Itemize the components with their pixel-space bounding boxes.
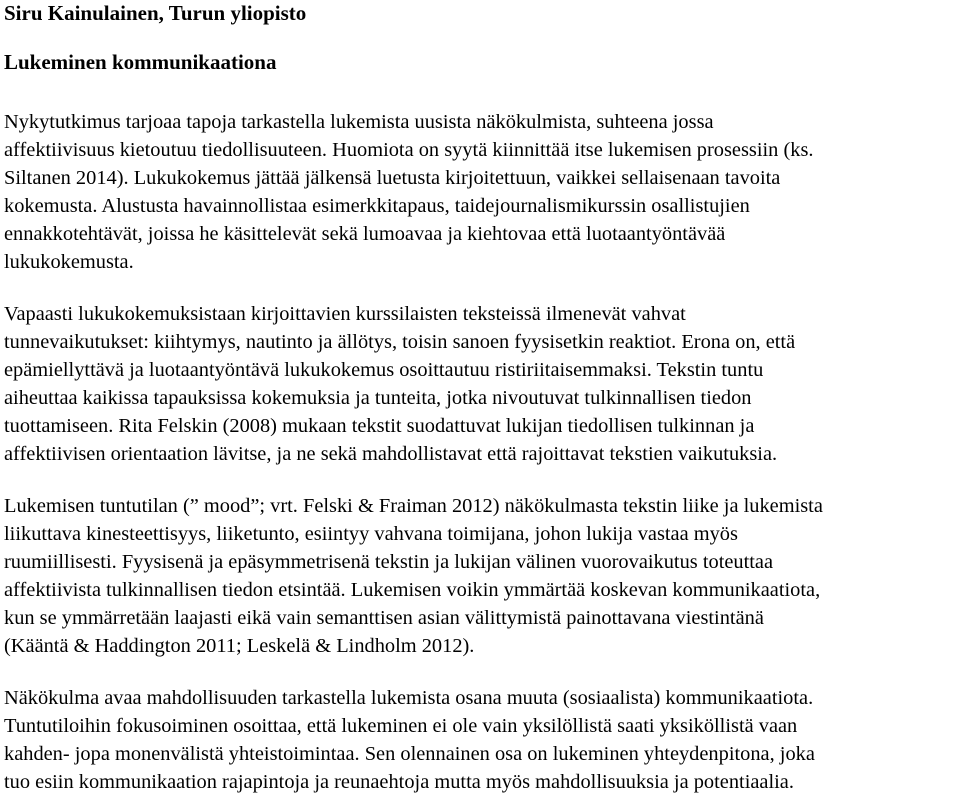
paragraph-2	[4, 300, 795, 468]
paragraph-line: affektiivisuus kietoutuu tiedollisuuteen. Huomiota on syytä kiinnittää itse lukemisen prosessiin (ks.	[4, 139, 814, 161]
document-title: Lukeminen kommunikaationa	[4, 50, 277, 74]
paragraph-line: kokemusta. Alustusta havainnollistaa esimerkkitapaus, taidejournalismikurssin osallistujien	[4, 195, 750, 217]
paragraph-line: Tuntutiloihin fokusoiminen osoittaa, että lukeminen ei ole vain yksilöllistä saati yksiköllistä vaan	[4, 715, 798, 737]
paragraph-1	[4, 108, 813, 276]
paragraph-line: tuo esiin kommunikaation rajapintoja ja reunaehtoja mutta myös mahdollisuuksia ja potentiaalia.	[4, 771, 794, 793]
paragraph-line: affektiivista tulkinnallisen tiedon etsintää. Lukemisen voikin ymmärtää koskevan kommunikaatiota,	[4, 579, 821, 601]
paragraph-line: Näkökulma avaa mahdollisuuden tarkastella lukemista osana muuta (sosiaalista) kommunikaatiota.	[4, 687, 814, 709]
paragraph-3	[4, 492, 823, 660]
paragraph-line: ruumiillisesti. Fyysisenä ja epäsymmetrisenä tekstin ja lukijan välinen vuorovaikutus toteuttaa	[4, 551, 774, 573]
paragraph-4	[4, 684, 815, 796]
paragraph-line: kahden- jopa monenvälistä yhteistoimintaa. Sen olennainen osa on lukeminen yhteydenpitona, joka	[4, 743, 815, 765]
paragraph-line: tuottamiseen. Rita Felskin (2008) mukaan tekstit suodattuvat lukijan tiedollisen tulkinnan ja	[4, 415, 755, 437]
paragraph-line: lukukokemusta.	[4, 251, 134, 273]
paragraph-line: (Kääntä & Haddington 2011; Leskelä & Lindholm 2012).	[4, 635, 475, 657]
paragraph-line: tunnevaikutukset: kiihtymys, nautinto ja ällötys, toisin sanoen fyysisetkin reaktiot. Erona on, että	[4, 331, 796, 353]
paragraph-line: liikuttava kinesteettisyys, liiketunto, esiintyy vahvana toimijana, johon lukija vastaa myös	[4, 523, 738, 545]
paragraph-line: epämiellyttävä ja luotaantyöntävä lukukokemus osoittautuu ristiriitaisemmaksi. Tekstin tuntu	[4, 359, 764, 381]
paragraph-line: ennakkotehtävät, joissa he käsittelevät sekä lumoavaa ja kiehtovaa että luotaantyöntävää	[4, 223, 726, 245]
paragraph-line: Vapaasti lukukokemuksistaan kirjoittavien kurssilaisten teksteissä ilmenevät vahvat	[4, 303, 686, 325]
paragraph-line: kun se ymmärretään laajasti eikä vain semanttisen asian välittymistä painottavana viestintänä	[4, 607, 764, 629]
paragraph-line: affektiivisen orientaation lävitse, ja ne sekä mahdollistavat että rajoittavat tekstien vaikutuksia.	[4, 443, 778, 465]
paragraph-line: Siltanen 2014). Lukukokemus jättää jälkensä luetusta kirjoitettuun, vaikkei sellaisenaan tavoita	[4, 167, 781, 189]
author-line: Siru Kainulainen, Turun yliopisto	[4, 1, 307, 25]
paragraph-line: aiheuttaa kaikissa tapauksissa kokemuksia ja tunteita, jotka nivoutuvat tulkinnallisen tiedon	[4, 387, 752, 409]
paragraph-line: Lukemisen tuntutilan (” mood”; vrt. Felski & Fraiman 2012) näkökulmasta tekstin liike ja lukemista	[4, 495, 823, 517]
paragraph-line: Nykytutkimus tarjoaa tapoja tarkastella lukemista uusista näkökulmista, suhteena jossa	[4, 111, 714, 133]
